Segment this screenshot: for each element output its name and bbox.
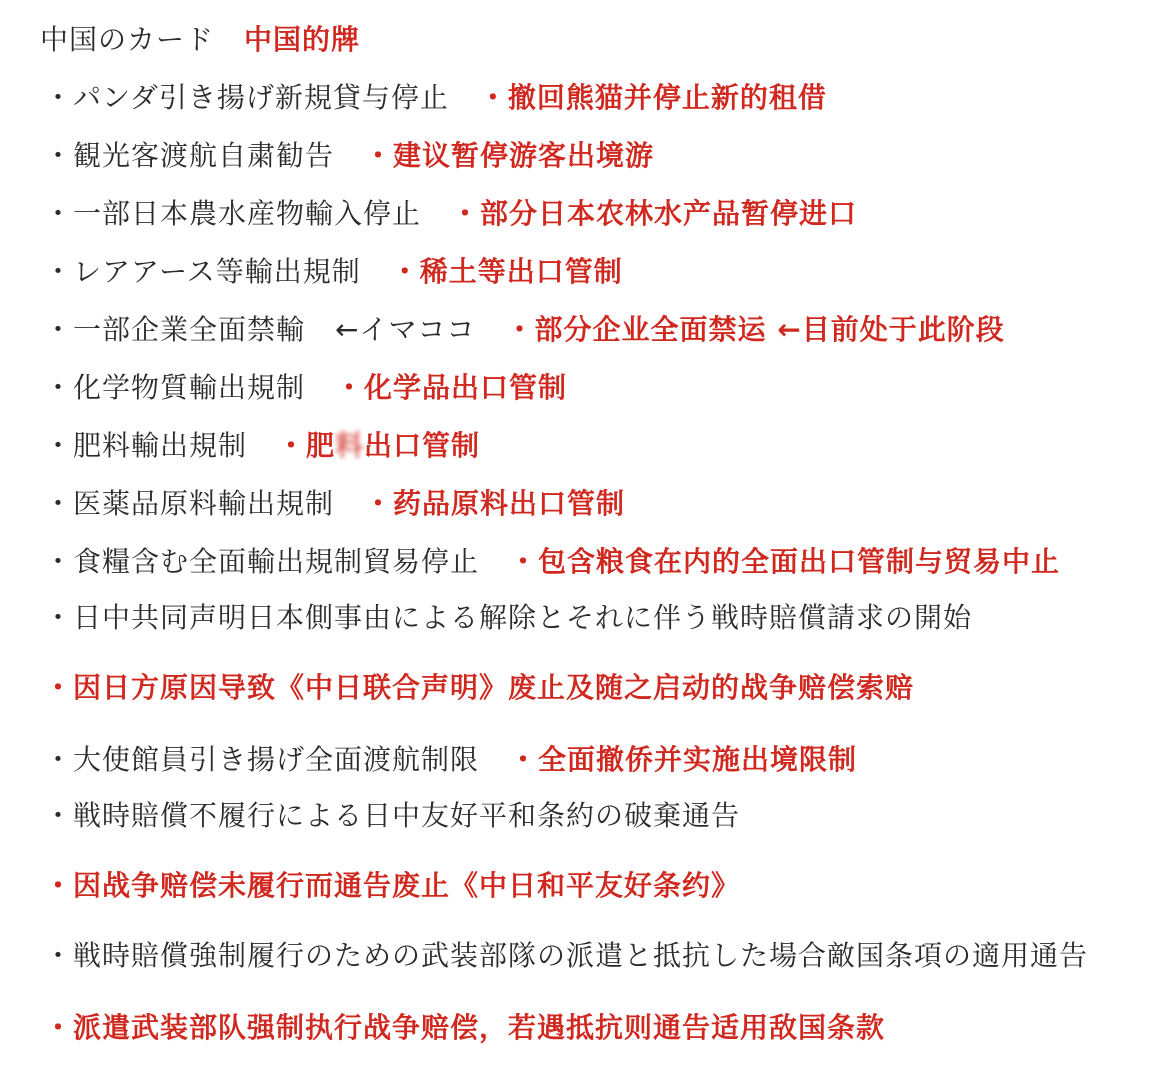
item-japanese: ・一部企業全面禁輸 xyxy=(44,313,306,346)
item-chinese: ・因日方原因导致《中日联合声明》废止及随之启动的战争赔偿索赔 xyxy=(44,671,915,704)
item-chinese: ・部分日本农林水产品暂停进口 xyxy=(451,197,858,230)
item-japanese: ・肥料輸出規制 xyxy=(44,429,248,462)
item-chinese: ・包含粮食在内的全面出口管制与贸易中止 xyxy=(509,545,1061,578)
list-item xyxy=(44,742,857,778)
list-item xyxy=(44,544,1060,580)
item-japanese: ・医薬品原料輸出規制 xyxy=(44,487,335,520)
item-chinese: ・药品原料出口管制 xyxy=(364,487,626,520)
item-japanese: ・レアアース等輸出規制 xyxy=(44,255,361,288)
item-japanese: ・観光客渡航自粛勧告 xyxy=(44,139,335,172)
list-item xyxy=(44,254,623,290)
item-japanese: ・一部日本農水産物輸入停止 xyxy=(44,197,422,230)
item-japanese: ・食糧含む全面輸出規制貿易停止 xyxy=(44,545,480,578)
title-japanese: 中国のカード xyxy=(40,23,215,56)
list-item xyxy=(44,600,972,636)
current-stage-marker: ←イマココ xyxy=(335,313,476,346)
list-item xyxy=(44,138,654,174)
list-item xyxy=(44,1010,885,1046)
list-item xyxy=(44,938,1088,974)
item-japanese: ・化学物質輸出規制 xyxy=(44,371,306,404)
item-chinese: ・部分企业全面禁运 ←目前处于此阶段 xyxy=(505,313,1005,346)
list-item xyxy=(44,486,625,522)
item-chinese: ・化学品出口管制 xyxy=(335,371,568,404)
item-japanese: ・日中共同声明日本側事由による解除とそれに伴う戦時賠償請求の開始 xyxy=(44,601,973,634)
list-item xyxy=(44,428,480,464)
list-item xyxy=(44,80,827,116)
page-title xyxy=(40,22,360,58)
list-item xyxy=(44,370,567,406)
list-item xyxy=(44,196,857,232)
item-chinese: ・建议暂停游客出境游 xyxy=(364,139,655,172)
item-chinese: ・撤回熊猫并停止新的租借 xyxy=(478,81,827,114)
item-chinese: ・派遣武装部队强制执行战争赔偿，若遇抵抗则通告适用敌国条款 xyxy=(44,1011,886,1044)
item-chinese: ・肥料出口管制 xyxy=(277,429,481,462)
title-chinese: 中国的牌 xyxy=(244,23,361,56)
item-japanese: ・パンダ引き揚げ新規貸与停止 xyxy=(44,81,449,114)
item-chinese: ・因战争赔偿未履行而通告废止《中日和平友好条约》 xyxy=(44,869,741,902)
list-item xyxy=(44,798,740,834)
blurred-text: 料 xyxy=(335,429,365,462)
list-item xyxy=(44,670,914,706)
item-japanese: ・戦時賠償強制履行のための武装部隊の派遣と抵抗した場合敵国条項の適用通告 xyxy=(44,939,1089,972)
item-chinese: ・全面撤侨并实施出境限制 xyxy=(509,743,858,776)
list-item xyxy=(44,868,740,904)
item-japanese: ・戦時賠償不履行による日中友好平和条約の破棄通告 xyxy=(44,799,741,832)
item-japanese: ・大使館員引き揚げ全面渡航制限 xyxy=(44,743,480,776)
item-chinese: ・稀土等出口管制 xyxy=(390,255,623,288)
list-item-current-stage xyxy=(44,312,1005,348)
